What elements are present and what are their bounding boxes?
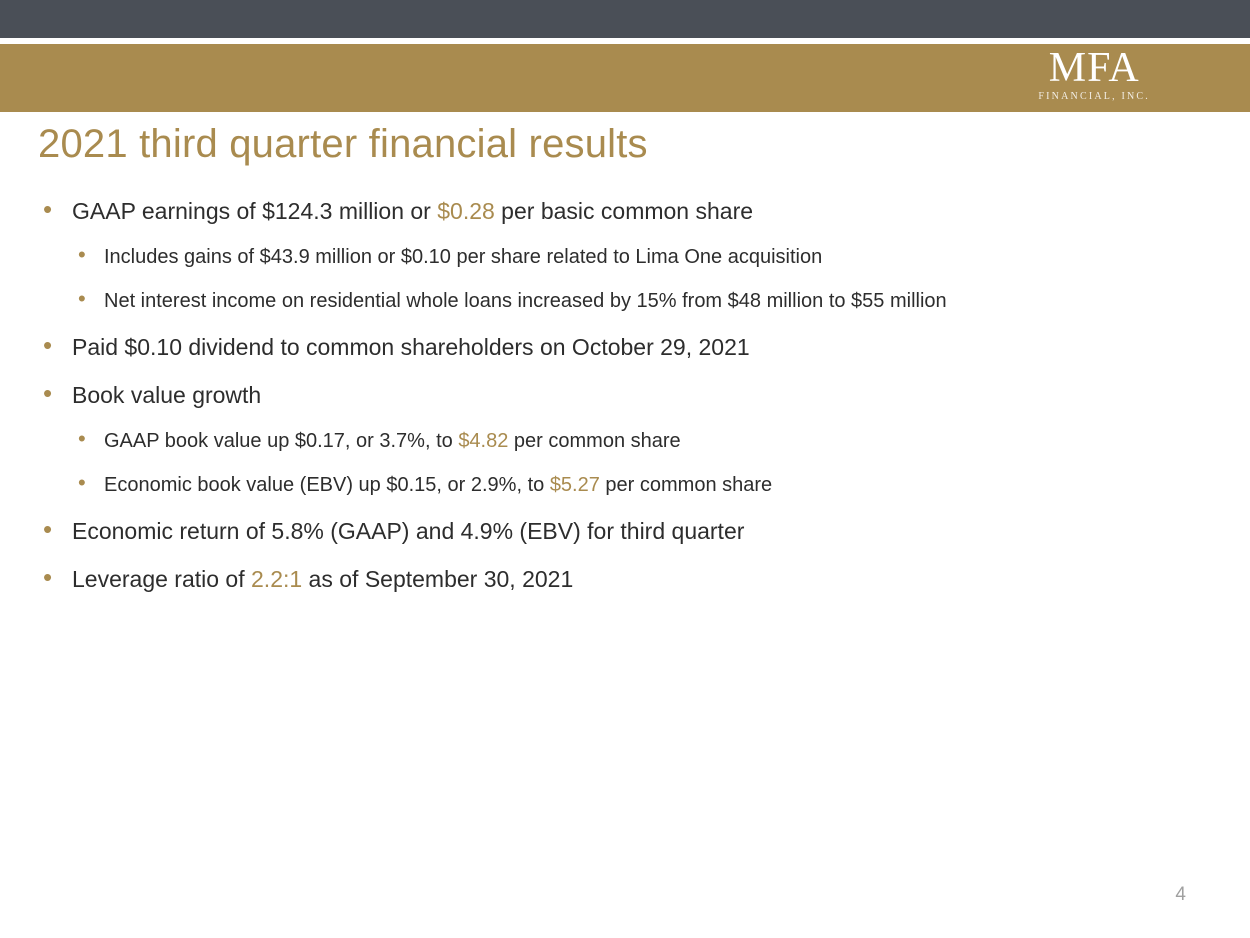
highlight-value: 2.2:1: [251, 566, 303, 592]
logo-wordmark: MFA: [1048, 45, 1140, 91]
bullet-level-1: [38, 380, 1218, 410]
bullet-level-2: [38, 288, 1218, 314]
bullet-level-1: [38, 564, 1218, 594]
mfa-logo: [1038, 46, 1150, 104]
highlight-value: $5.27: [549, 474, 600, 496]
highlight-value: $4.82: [458, 430, 509, 452]
bullet-level-1: [38, 332, 1218, 362]
bullet-text: as of September 30, 2021: [302, 566, 574, 592]
bullet-level-2: [38, 472, 1218, 498]
page-title: 2021 third quarter financial results: [38, 122, 648, 166]
bullet-text: Net interest income on residential whole loans increased by 15% from $48 million to $55 million: [104, 290, 947, 312]
bullet-text: Economic return of 5.8% (GAAP) and 4.9% (EBV) for third quarter: [72, 518, 745, 544]
bullet-text: Includes gains of $43.9 million or $0.10 per share related to Lima One acquisition: [104, 246, 823, 268]
bullet-level-1: [38, 196, 1218, 226]
bullet-text: Economic book value (EBV) up $0.15, or 2.9%, to: [104, 474, 550, 496]
top-dark-bar: [0, 0, 1250, 38]
bullet-text: GAAP earnings of $124.3 million or: [72, 198, 438, 224]
bullet-level-2: [38, 428, 1218, 454]
highlight-value: $0.28: [437, 198, 495, 224]
bullet-text: per common share: [599, 474, 773, 496]
bullet-text: Paid $0.10 dividend to common shareholders on October 29, 2021: [72, 334, 750, 360]
logo-tagline: FINANCIAL, INC.: [1038, 91, 1150, 102]
bullet-level-1: [38, 516, 1218, 546]
bullet-text: GAAP book value up $0.17, or 3.7%, to: [104, 430, 459, 452]
bullet-level-2: [38, 244, 1218, 270]
bullet-text: per basic common share: [494, 198, 754, 224]
bullet-list: [38, 196, 1218, 612]
bullet-text: Book value growth: [72, 382, 262, 408]
bullet-text: per common share: [508, 430, 681, 452]
bullet-text: Leverage ratio of: [72, 566, 252, 592]
page-number: 4: [1175, 884, 1186, 905]
